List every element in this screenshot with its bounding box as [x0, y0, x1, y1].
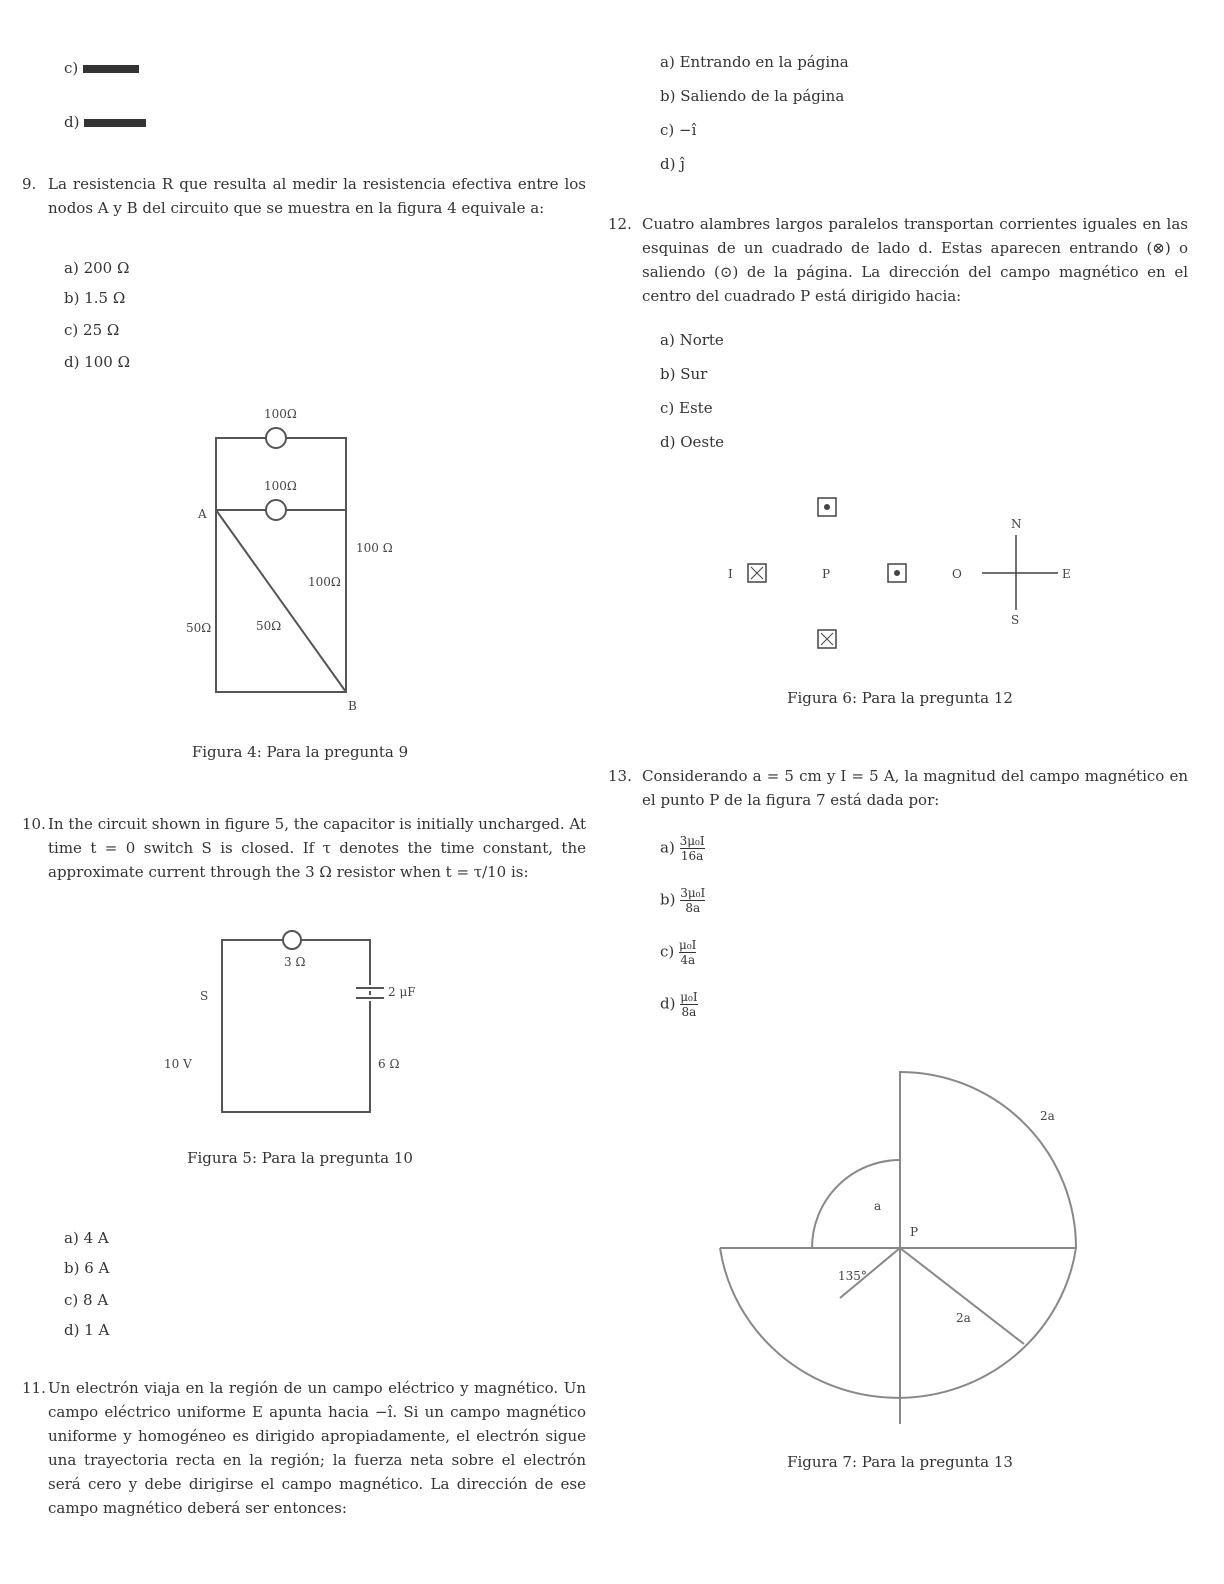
node-b-label: B — [348, 699, 357, 713]
figure-4-circuit — [180, 400, 440, 720]
option-d: d) 1 A — [64, 1321, 110, 1339]
label: 2 μF — [388, 985, 416, 999]
option-b: b) $\frac{\text{3μ₀I}}{8a}$ — [660, 886, 706, 915]
figure-6-wires — [720, 490, 1090, 660]
prev-option-c: c) — [64, 56, 139, 80]
figure-4-caption: Figura 4: Para la pregunta 9 — [191, 743, 409, 761]
label: 100 Ω — [356, 541, 393, 555]
question-11: 11. Un electrón viaja en la región de un campo eléctrico y magnético. Un campo eléctrico uniforme E apunta hacia −î. Si un campo magnético uniforme y homogéneo es dirigido apropiadamente, el electrón sigue una trayectoria recta en la región; la fuerza neta sobre el electrón será cero y debe dirigirse el campo magnético. La dirección de ese campo magnético deberá ser entonces: — [22, 1379, 586, 1517]
option-a: a) 200 Ω — [64, 259, 130, 277]
point-p: P — [822, 567, 831, 581]
option-c: c) 8 A — [64, 1291, 109, 1309]
option-d: d) Oeste — [660, 433, 724, 451]
option-b: b) 6 A — [64, 1259, 110, 1277]
compass-north: N — [1011, 517, 1022, 531]
compass-south: S — [1011, 613, 1020, 627]
compass-west: O — [952, 567, 962, 581]
option-c: c) 25 Ω — [64, 321, 120, 339]
label: 50Ω — [186, 621, 212, 635]
figure-6-caption: Figura 6: Para la pregunta 12 — [787, 689, 1013, 707]
label: 100Ω — [264, 407, 297, 421]
option-c: c) Este — [660, 399, 713, 417]
wire-label: I — [728, 567, 733, 581]
label: 100Ω — [308, 575, 341, 589]
label-2a: 2a — [1040, 1109, 1055, 1123]
point-p: P — [910, 1225, 919, 1239]
option-b: b) 1.5 Ω — [64, 289, 126, 307]
question-10: 10. In the circuit shown in figure 5, the capacitor is initially uncharged. At time t = 0 switch S is closed. If τ denotes the time constant, the approximate current through the 3 Ω resistor when t = τ/10 is: — [22, 815, 587, 881]
option-a: a) $\frac{\text{3μ₀I}}{16a}$ — [660, 834, 705, 863]
option-c: c) $\frac{\text{μ₀I}}{4a}$ — [660, 938, 697, 967]
label: 3 Ω — [284, 955, 306, 969]
option-a: a) Entrando en la página — [660, 53, 849, 71]
option-b: b) Sur — [660, 365, 708, 383]
option-a: a) Norte — [660, 331, 724, 349]
option-d: d) $\frac{\text{μ₀I}}{8a}$ — [660, 990, 698, 1019]
angle-label: 135° — [838, 1269, 867, 1283]
option-a: a) 4 A — [64, 1229, 109, 1247]
label: 100Ω — [264, 479, 297, 493]
figure-7-geometry — [720, 1068, 1080, 1428]
node-a-label: A — [198, 507, 207, 521]
option-c: c) −î — [660, 121, 697, 139]
option-d: d) ĵ — [660, 155, 685, 173]
question-13: 13. Considerando a = 5 cm y I = 5 A, la magnitud del campo magnético en el punto P de la figura 7 está dada por: — [608, 767, 1188, 809]
figure-5-circuit — [160, 930, 460, 1130]
question-9: 9. La resistencia R que resulta al medir la resistencia efectiva entre los nodos A y B del circuito que se muestra en la figura 4 equivale a: — [22, 175, 586, 217]
option-b: b) Saliendo de la página — [660, 87, 845, 105]
question-12: 12. Cuatro alambres largos paralelos transportan corrientes iguales en las esquinas de un cuadrado de lado d. Estas aparecen entrando (⊗) o saliendo (⊙) de la página. La dirección del campo magnético en el centro del cuadrado P está dirigido hacia: — [608, 215, 1188, 305]
label: 10 V — [164, 1057, 192, 1071]
figure-7-caption: Figura 7: Para la pregunta 13 — [787, 1453, 1013, 1471]
figure-5-caption: Figura 5: Para la pregunta 10 — [187, 1149, 413, 1167]
compass-east: E — [1062, 567, 1071, 581]
label-2a: 2a — [956, 1311, 971, 1325]
label: 6 Ω — [378, 1057, 400, 1071]
prev-option-d: d) — [64, 110, 146, 134]
label-a: a — [874, 1199, 882, 1213]
option-d: d) 100 Ω — [64, 353, 131, 371]
label: S — [200, 989, 209, 1003]
label: 50Ω — [256, 619, 282, 633]
